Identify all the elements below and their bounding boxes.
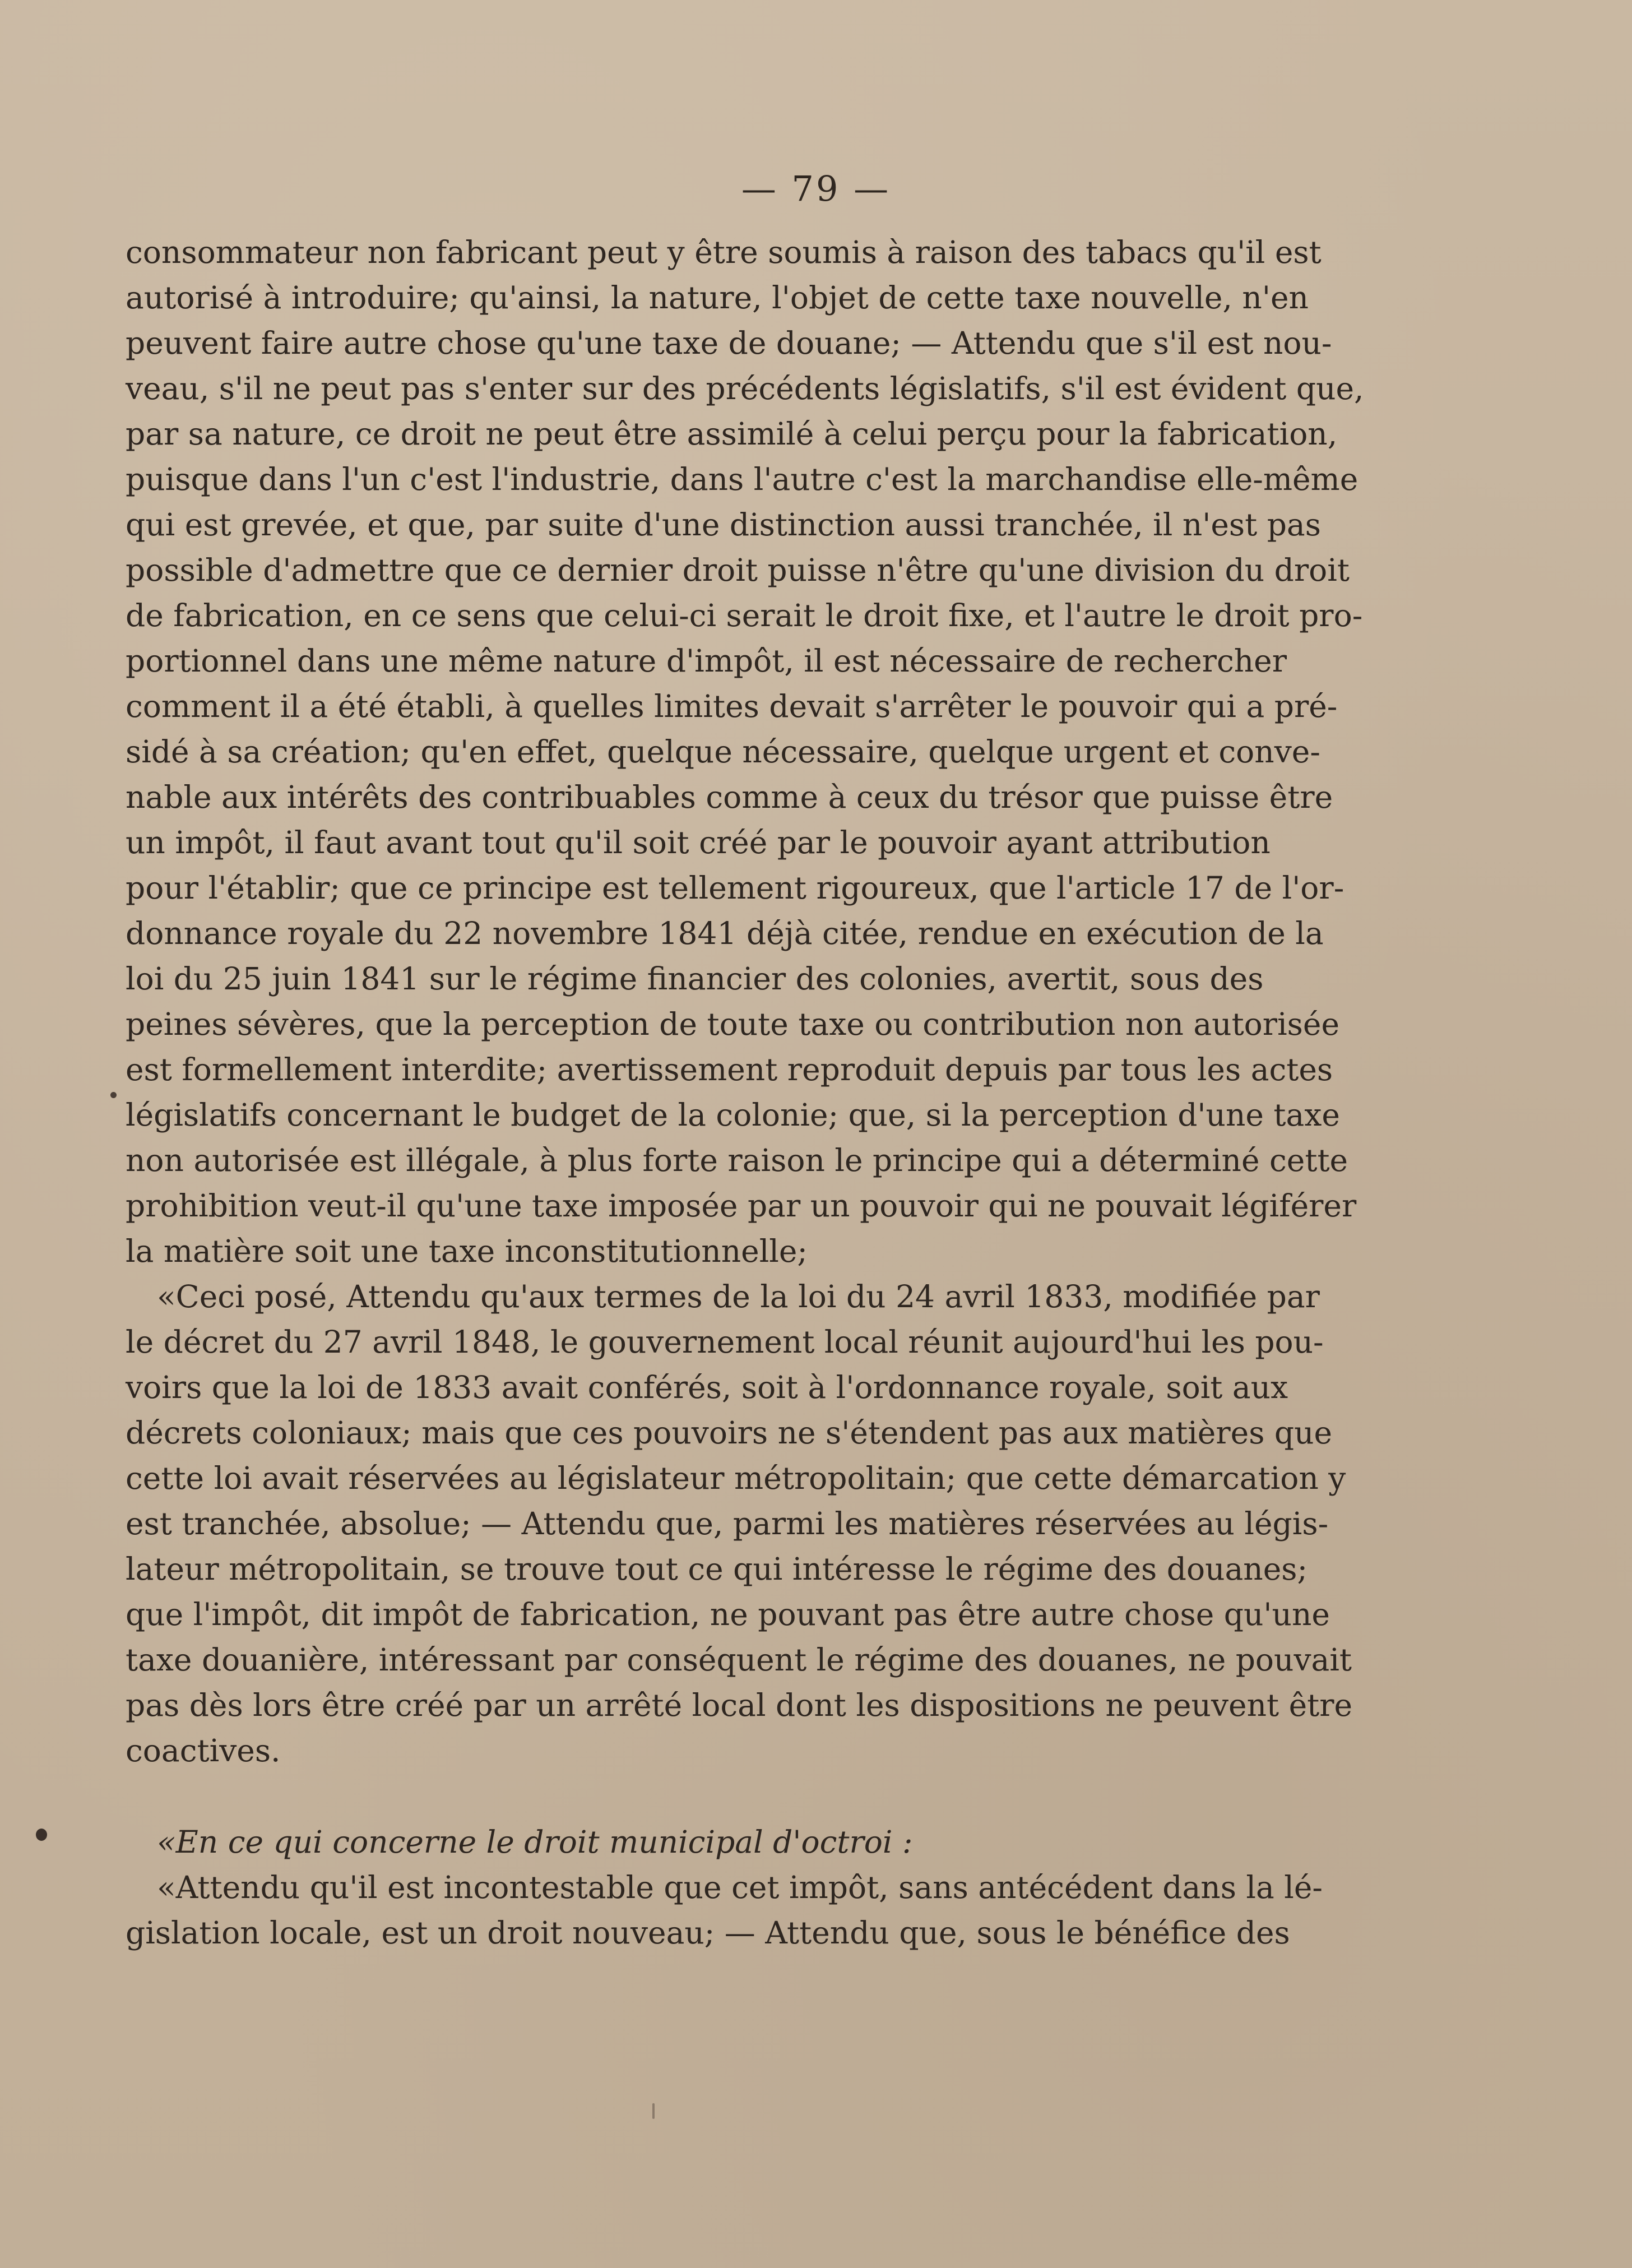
paragraph (126, 1865, 1323, 1956)
text-line: est formellement interdite; avertissement reproduit depuis par tous les actes (126, 1052, 1333, 1087)
text-line: pas dès lors être créé par un arrêté local dont les dispositions ne peuvent être (126, 1687, 1353, 1723)
paper-mark (652, 2103, 655, 2119)
text-line: cette loi avait réservées au législateur métropolitain; que cette démarcation y (126, 1460, 1346, 1496)
text-line: coactives. (126, 1733, 281, 1769)
paragraph (126, 230, 1364, 1274)
text-line: législatifs concernant le budget de la colonie; que, si la perception d'une taxe (126, 1097, 1340, 1133)
section-heading-paragraph (126, 1820, 1241, 1865)
text-line: possible d'admettre que ce dernier droit puisse n'être qu'une division du droit (126, 552, 1350, 588)
text-line: qui est grevée, et que, par suite d'une distinction aussi tranchée, il n'est pas (126, 507, 1321, 543)
text-line: taxe douanière, intéressant par conséquent le régime des douanes, ne pouvait (126, 1642, 1352, 1678)
ink-speck (110, 1092, 117, 1098)
text-line: par sa nature, ce droit ne peut être assimilé à celui perçu pour la fabrication, (126, 416, 1338, 452)
text-line: non autorisée est illégale, à plus forte raison le principe qui a déterminé cette (126, 1142, 1348, 1178)
page-number: — 79 — (741, 168, 891, 209)
text-line: consommateur non fabricant peut y être soumis à raison des tabacs qu'il est (126, 234, 1322, 270)
text-line: prohibition veut-il qu'une taxe imposée par un pouvoir qui ne pouvait légiférer (126, 1188, 1357, 1224)
text-line: décrets coloniaux; mais que ces pouvoirs ne s'étendent pas aux matières que (126, 1415, 1333, 1451)
text-line: comment il a été établi, à quelles limites devait s'arrêter le pouvoir qui a pré- (126, 688, 1338, 724)
paragraph-spacer (126, 1774, 1241, 1820)
text-line: peines sévères, que la perception de toute taxe ou contribution non autorisée (126, 1006, 1340, 1042)
paragraph (126, 1274, 1353, 1774)
text-line: de fabrication, en ce sens que celui-ci serait le droit fixe, et l'autre le droit pro- (126, 598, 1363, 633)
text-line: puisque dans l'un c'est l'industrie, dans l'autre c'est la marchandise elle-même (126, 461, 1359, 497)
section-heading: «En ce qui concerne le droit municipal d'octroi : (157, 1824, 913, 1860)
text-line: loi du 25 juin 1841 sur le régime financier des colonies, avertit, sous des (126, 961, 1264, 997)
body-text (126, 230, 1364, 1956)
text-line: peuvent faire autre chose qu'une taxe de douane; — Attendu que s'il est nou- (126, 325, 1332, 361)
text-line: que l'impôt, dit impôt de fabrication, ne pouvant pas être autre chose qu'une (126, 1596, 1330, 1632)
text-line: nable aux intérêts des contribuables comme à ceux du trésor que puisse être (126, 779, 1333, 815)
text-line: «Ceci posé, Attendu qu'aux termes de la loi du 24 avril 1833, modifiée par (157, 1279, 1320, 1314)
text-line: est tranchée, absolue; — Attendu que, parmi les matières réservées au légis- (126, 1506, 1329, 1542)
text-line: la matière soit une taxe inconstitutionnelle; (126, 1233, 808, 1269)
text-line: le décret du 27 avril 1848, le gouvernement local réunit aujourd'hui les pou- (126, 1324, 1324, 1360)
text-line: gislation locale, est un droit nouveau; — Attendu que, sous le bénéfice des (126, 1915, 1290, 1951)
text-line: donnance royale du 22 novembre 1841 déjà citée, rendue en exécution de la (126, 915, 1324, 951)
text-line: pour l'établir; que ce principe est tellement rigoureux, que l'article 17 de l'or- (126, 870, 1344, 906)
text-line: lateur métropolitain, se trouve tout ce qui intéresse le régime des douanes; (126, 1551, 1308, 1587)
text-line: un impôt, il faut avant tout qu'il soit créé par le pouvoir ayant attribution (126, 825, 1271, 860)
text-line: veau, s'il ne peut pas s'enter sur des précédents législatifs, s'il est évident que, (126, 371, 1364, 406)
text-line: voirs que la loi de 1833 avait conférés, soit à l'ordonnance royale, soit aux (126, 1369, 1288, 1405)
text-line: «Attendu qu'il est incontestable que cet impôt, sans antécédent dans la lé- (157, 1869, 1323, 1905)
text-line: autorisé à introduire; qu'ainsi, la nature, l'objet de cette taxe nouvelle, n'en (126, 280, 1309, 316)
text-line: sidé à sa création; qu'en effet, quelque nécessaire, quelque urgent et conve- (126, 734, 1320, 770)
ink-speck (36, 1829, 47, 1841)
text-line: portionnel dans une même nature d'impôt, il est nécessaire de rechercher (126, 643, 1287, 679)
